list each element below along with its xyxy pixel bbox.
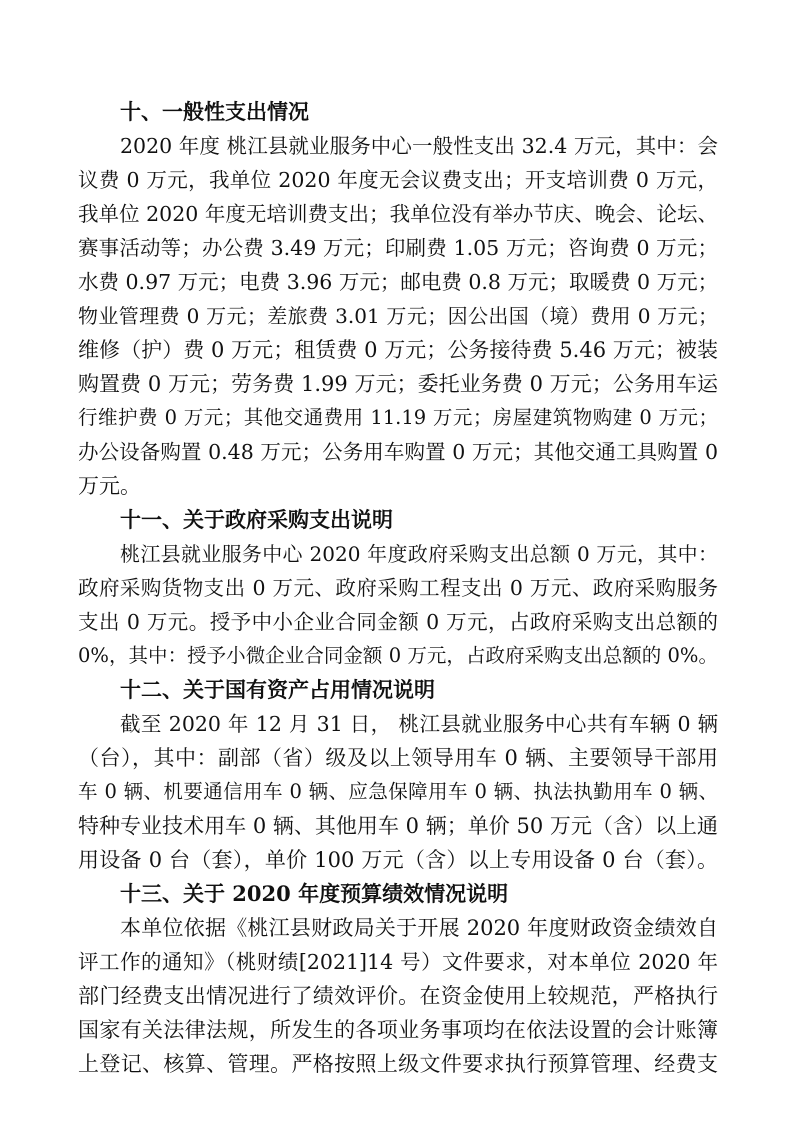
paragraph-line: 维修（护）费 0 万元；租赁费 0 万元；公务接待费 5.46 万元；被装 (78, 338, 718, 362)
section-heading-13: 十三、关于 2020 年度预算绩效情况说明 (120, 881, 509, 906)
paragraph-line: 我单位 2020 年度无培训费支出；我单位没有举办节庆、晚会、论坛、 (78, 202, 718, 226)
paragraph-line: 评工作的通知》（桃财绩[2021]14 号）文件要求，对本单位 2020 年 (78, 950, 718, 974)
paragraph-line: 部门经费支出情况进行了绩效评价。在资金使用上较规范，严格执行 (78, 984, 718, 1008)
section-heading-12: 十二、关于国有资产占用情况说明 (120, 677, 435, 702)
paragraph-line: 桃江县就业服务中心 2020 年度政府采购支出总额 0 万元，其中： (120, 542, 718, 566)
paragraph-line: 车 0 辆、机要通信用车 0 辆、应急保障用车 0 辆、执法执勤用车 0 辆、 (78, 780, 718, 803)
paragraph-line: 政府采购货物支出 0 万元、政府采购工程支出 0 万元、政府采购服务 (78, 576, 718, 600)
paragraph-line: 0%，其中：授予小微企业合同金额 0 万元，占政府采购支出总额的 0%。 (78, 644, 718, 667)
paragraph-line: 行维护费 0 万元；其他交通费用 11.19 万元；房屋建筑物购建 0 万元； (78, 406, 718, 429)
paragraph-line: 水费 0.97 万元；电费 3.96 万元；邮电费 0.8 万元；取暖费 0 万元； (78, 270, 719, 294)
paragraph-line: 本单位依据《桃江县财政局关于开展 2020 年度财政资金绩效自 (120, 916, 718, 940)
paragraph-line: 国家有关法律法规，所发生的各项业务事项均在依法设置的会计账簿 (78, 1018, 718, 1042)
paragraph-line: 万元。 (78, 474, 141, 498)
paragraph-line: 2020 年度 桃江县就业服务中心一般性支出 32.4 万元，其中：会 (120, 134, 718, 158)
paragraph-line: 截至 2020 年 12 月 31 日， 桃江县就业服务中心共有车辆 0 辆 (120, 712, 718, 736)
paragraph-line: 上登记、核算、管理。严格按照上级文件要求执行预算管理、经费支 (78, 1052, 718, 1076)
paragraph-line: 赛事活动等；办公费 3.49 万元；印刷费 1.05 万元；咨询费 0 万元； (78, 236, 718, 260)
paragraph-line: 议费 0 万元，我单位 2020 年度无会议费支出；开支培训费 0 万元， (78, 168, 718, 192)
paragraph-line: （台），其中：副部（省）级及以上领导用车 0 辆、主要领导干部用 (78, 746, 718, 770)
section-heading-10: 十、一般性支出情况 (120, 99, 309, 124)
paragraph-line: 物业管理费 0 万元；差旅费 3.01 万元；因公出国（境）费用 0 万元； (78, 304, 718, 328)
paragraph-line: 购置费 0 万元；劳务费 1.99 万元；委托业务费 0 万元；公务用车运 (78, 372, 718, 396)
paragraph-line: 用设备 0 台（套），单价 100 万元（含）以上专用设备 0 台（套）。 (78, 848, 718, 872)
paragraph-line: 办公设备购置 0.48 万元；公务用车购置 0 万元；其他交通工具购置 0 (78, 440, 718, 464)
section-heading-11: 十一、关于政府采购支出说明 (120, 507, 393, 532)
paragraph-line: 支出 0 万元。授予中小企业合同金额 0 万元，占政府采购支出总额的 (78, 610, 718, 634)
paragraph-line: 特种专业技术用车 0 辆、其他用车 0 辆；单价 50 万元（含）以上通 (78, 814, 718, 838)
